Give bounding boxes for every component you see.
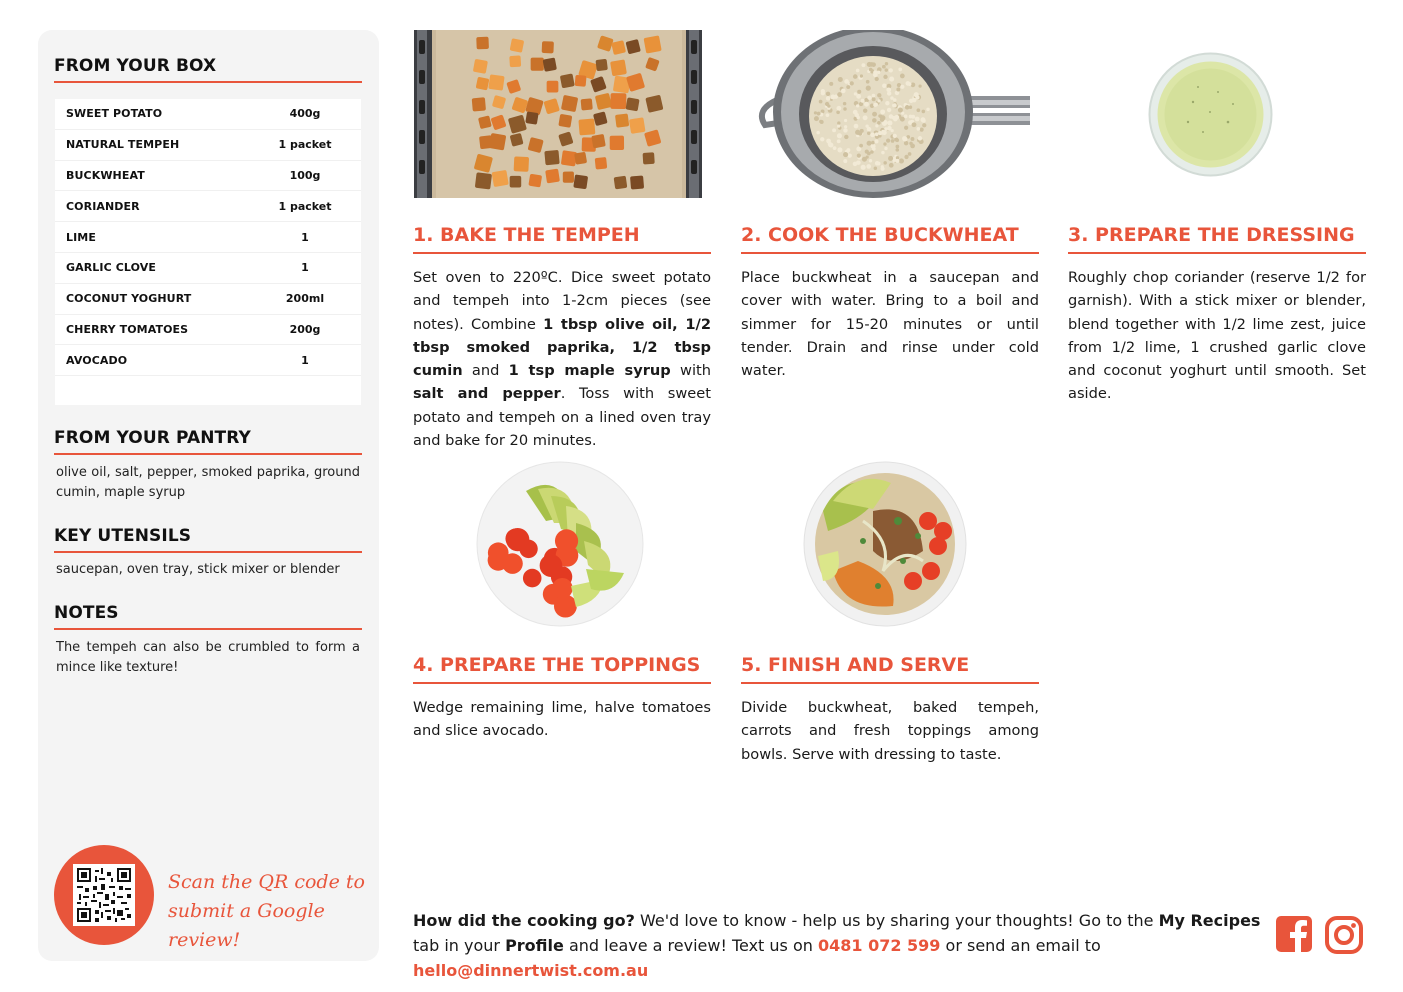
utensils-title: KEY UTENSILS [54,526,362,553]
step-1-bold-salt-pepper: salt and pepper [413,385,561,403]
ingredient-row [55,161,361,192]
footer-text-2: tab in your [413,936,506,955]
ingredient-name: BUCKWHEAT [66,168,145,182]
qr-caption-line2: submit a Google review! [168,900,325,951]
facebook-icon[interactable] [1275,915,1315,955]
ingredient-name: CHERRY TOMATOES [66,322,189,336]
step-2-body: Place buckwheat in a saucepan and cover with water. Bring to a boil and simmer for 15-20 minutes or until tender. Drain and rinse under cold water. [741,269,1039,380]
qr-code-badge[interactable] [54,845,154,945]
qr-caption-line1: Scan the QR code to [168,871,365,893]
step-1-text-c: with [670,362,711,380]
ingredient-name: SWEET POTATO [66,107,163,121]
step-1-bold-oil-spices: 1 tbsp olive oil, 1/2 tbsp smoked paprika, 1/2 tbsp cumin [413,315,711,380]
step-4-body: Wedge remaining lime, halve tomatoes and slice avocado. [413,699,711,740]
buckwheat-colander-image [755,30,1030,198]
footer-text-1: We'd love to know - help us by sharing your thoughts! Go to the [634,911,1159,930]
step-4-title: 4. PREPARE THE TOPPINGS [413,654,711,684]
notes-title: NOTES [54,603,362,630]
dressing-bowl-image [1148,52,1273,177]
my-recipes-label: My Recipes [1158,911,1261,930]
toppings-plate-image [476,461,644,627]
footer-text-4: or send an email to [940,936,1101,955]
ingredient-row [55,222,361,253]
qr-caption [168,868,379,955]
step-1-body [413,266,711,452]
finished-bowl-image [803,461,967,627]
notes-text: The tempeh can also be crumbled to form a mince like texture! [56,640,360,675]
ingredient-name: AVOCADO [66,353,128,367]
feedback-footer [413,908,1263,983]
instagram-icon[interactable] [1324,915,1364,955]
ingredient-row [55,284,361,315]
step-5-title: 5. FINISH AND SERVE [741,654,1039,684]
ingredient-quantity: 1 [301,353,309,367]
ingredient-row [55,345,361,376]
ingredient-name: COCONUT YOGHURT [66,292,192,306]
profile-label: Profile [505,936,564,955]
ingredient-quantity: 1 packet [278,199,332,213]
phone-link[interactable]: 0481 072 599 [817,936,941,955]
box-title: FROM YOUR BOX [54,56,362,83]
footer-text-3: and leave a review! Text us on [563,936,818,955]
step-1-title: 1. BAKE THE TEMPEH [413,224,711,254]
ingredient-row [55,130,361,161]
step-1-text-b: and [462,362,509,380]
step-1-bold-maple: 1 tsp maple syrup [508,362,671,380]
ingredients-sidebar [38,30,379,961]
box-ingredients-table [55,99,361,405]
ingredient-row [55,315,361,346]
ingredient-quantity: 1 packet [278,138,332,152]
ingredient-row [55,253,361,284]
ingredient-name: CORIANDER [66,199,140,213]
ingredient-name: NATURAL TEMPEH [66,138,180,152]
step-3-title: 3. PREPARE THE DRESSING [1068,224,1366,254]
ingredient-name: GARLIC CLOVE [66,261,156,275]
step-2-title: 2. COOK THE BUCKWHEAT [741,224,1039,254]
ingredient-quantity: 200ml [285,292,325,306]
ingredient-quantity: 1 [301,261,309,275]
step-1-text-d: . Toss with sweet potato and tempeh on a lined oven tray and bake for 20 minutes. [413,385,711,450]
pantry-title: FROM YOUR PANTRY [54,428,362,455]
ingredient-quantity: 400g [289,107,321,121]
ingredient-quantity: 100g [289,168,321,182]
ingredient-quantity: 1 [301,230,309,244]
tempeh-tray-image [414,30,702,198]
ingredient-name: LIME [66,230,96,244]
step-1-text-a: Set oven to 220ºC. Dice sweet potato and tempeh into 1-2cm pieces (see notes). Combine [413,269,711,333]
email-link[interactable]: hello@dinnertwist.com.au [413,961,649,980]
ingredient-row [55,191,361,222]
footer-question: How did the cooking go? [413,911,635,930]
ingredient-row [55,99,361,130]
ingredient-quantity: 200g [289,322,321,336]
step-5-body: Divide buckwheat, baked tempeh, carrots and fresh toppings among bowls. Serve with dressing to taste. [741,699,1039,763]
utensils-text: saucepan, oven tray, stick mixer or blender [56,562,340,577]
qr-code-icon[interactable] [73,864,135,926]
pantry-text: olive oil, salt, pepper, smoked paprika, ground cumin, maple syrup [56,465,360,500]
step-3-body: Roughly chop coriander (reserve 1/2 for garnish). With a stick mixer or blender, blend together with 1/2 lime zest, juice from 1/2 lime, 1 crushed garlic clove and coconut yoghurt until smooth. Set aside. [1068,269,1366,403]
